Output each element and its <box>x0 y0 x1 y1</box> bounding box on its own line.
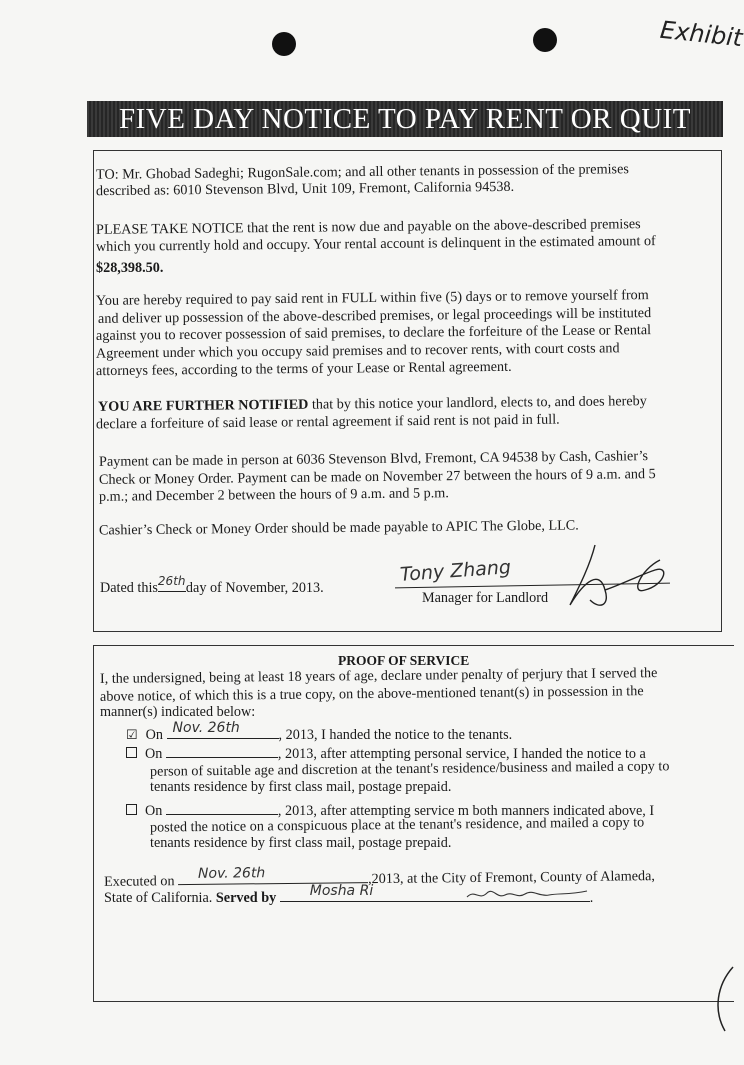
required-4: Agreement under which you occupy said premises and to recover rents, with court costs and <box>95 340 620 362</box>
option-3-text-3: tenants residence by first class mail, postage prepaid. <box>150 835 452 851</box>
option-3-text-2: posted the notice on a conspicuous place at the tenant's residence, and mailed a copy to <box>149 814 645 836</box>
proof-heading: PROOF OF SERVICE <box>338 653 470 668</box>
to-line-1: TO: Mr. Ghobad Sadeghi; RugonSale.com; and all other tenants in possession of the premises <box>95 161 629 183</box>
payment-3: p.m.; and December 2 between the hours of 9 a.m. and 5 p.m. <box>98 485 449 505</box>
signer-title: Manager for Landlord <box>422 590 549 606</box>
required-1: You are hereby required to pay said rent in FULL within five (5) days or to remove yourself from <box>95 287 649 309</box>
server-signature <box>465 883 595 905</box>
payable-line: Cashier’s Check or Money Order should be made payable to APIC The Globe, LLC. <box>98 517 579 539</box>
checkbox-option-3[interactable] <box>126 804 137 815</box>
signer-name-handwritten: Tony Zhang <box>399 556 512 586</box>
scan-edge-mark <box>705 965 735 1035</box>
service-option-1 <box>126 720 513 745</box>
state-prefix: State of California. <box>104 890 213 906</box>
further-notice-text: that by this notice your landlord, elects to, and does hereby <box>308 393 647 413</box>
further-notice-bold: YOU ARE FURTHER NOTIFIED <box>97 396 309 415</box>
payment-1: Payment can be made in person at 6036 Stevenson Blvd, Fremont, CA 94538 by Cash, Cashier’s <box>98 448 649 470</box>
option-2-on: On <box>145 746 163 762</box>
proof-intro-2: above notice, of which this is a true copy, on the above-mentioned tenant(s) in possession in the <box>99 683 644 705</box>
option-2-date-field <box>166 743 278 758</box>
option-2-text-3: tenants residence by first class mail, postage prepaid. <box>150 779 452 795</box>
dated-day-field <box>157 574 186 592</box>
option-1-on: On <box>145 727 163 743</box>
dated-prefix: Dated this <box>100 580 158 596</box>
option-1-date-field <box>167 720 279 739</box>
option-3-date-field <box>166 800 278 815</box>
to-line-2: described as: 6010 Stevenson Blvd, Unit 109, Fremont, California 94538. <box>95 178 515 200</box>
option-2-text-2: person of suitable age and discretion at the tenant's residence/business and mailed a copy to <box>149 758 670 780</box>
required-3: against you to recover possession of said premises, to declare the forfeiture of the Lease or Rental <box>95 322 652 344</box>
checkbox-option-2[interactable] <box>126 747 137 758</box>
punch-hole-left <box>272 32 296 56</box>
payment-2: Check or Money Order. Payment can be made on November 27 between the hours of 9 a.m. and 5 <box>98 466 656 488</box>
landlord-signature <box>560 540 680 620</box>
take-notice-1: PLEASE TAKE NOTICE that the rent is now due and payable on the above-described premises <box>95 216 641 238</box>
punch-hole-right <box>533 28 557 52</box>
delinquent-amount: $28,398.50. <box>96 260 164 276</box>
required-2: and deliver up possession of the above-described premises, or legal proceedings will be instituted <box>97 305 652 327</box>
executed-date-handwritten: Nov. 26th <box>197 865 266 883</box>
server-name-handwritten: Mosha Ri <box>309 883 374 900</box>
option-3-text-1: , 2013, after attempting service m both manners indicated above, I <box>277 803 655 819</box>
further-notice-2: declare a forfeiture of said lease or rental agreement if said rent is not paid in full. <box>95 411 560 433</box>
option-1-date-handwritten: Nov. 26th <box>172 720 240 737</box>
dated-suffix: day of November, 2013. <box>185 580 324 596</box>
executed-suffix: ,2013, at the City of Fremont, County of Alameda, <box>367 868 656 888</box>
executed-prefix: Executed on <box>103 873 175 890</box>
served-by-label: Served by <box>215 890 277 906</box>
page-title: FIVE DAY NOTICE TO PAY RENT OR QUIT <box>87 101 723 137</box>
dated-line <box>100 574 324 598</box>
proof-intro-3: manner(s) indicated below: <box>100 704 256 720</box>
served-by-line: State of California. Served by Mosha Ri . <box>104 883 594 906</box>
dated-day-handwritten: 26th <box>157 574 186 589</box>
take-notice-2: which you currently hold and occupy. Your rental account is delinquent in the estimated amount of <box>95 233 656 255</box>
exhibit-mark: Exhibit <box>658 15 744 53</box>
option-3-on: On <box>145 803 163 819</box>
proof-intro-1: I, the undersigned, being at least 18 years of age, declare under penalty of perjury that I served the <box>99 665 658 687</box>
option-2-text-1: , 2013, after attempting personal service, I handed the notice to a <box>277 746 646 762</box>
checkbox-option-1[interactable]: ☑ <box>126 727 138 742</box>
option-1-text: , 2013, I handed the notice to the tenants. <box>278 727 513 743</box>
required-5: attorneys fees, according to the terms of your Lease or Rental agreement. <box>95 358 512 380</box>
